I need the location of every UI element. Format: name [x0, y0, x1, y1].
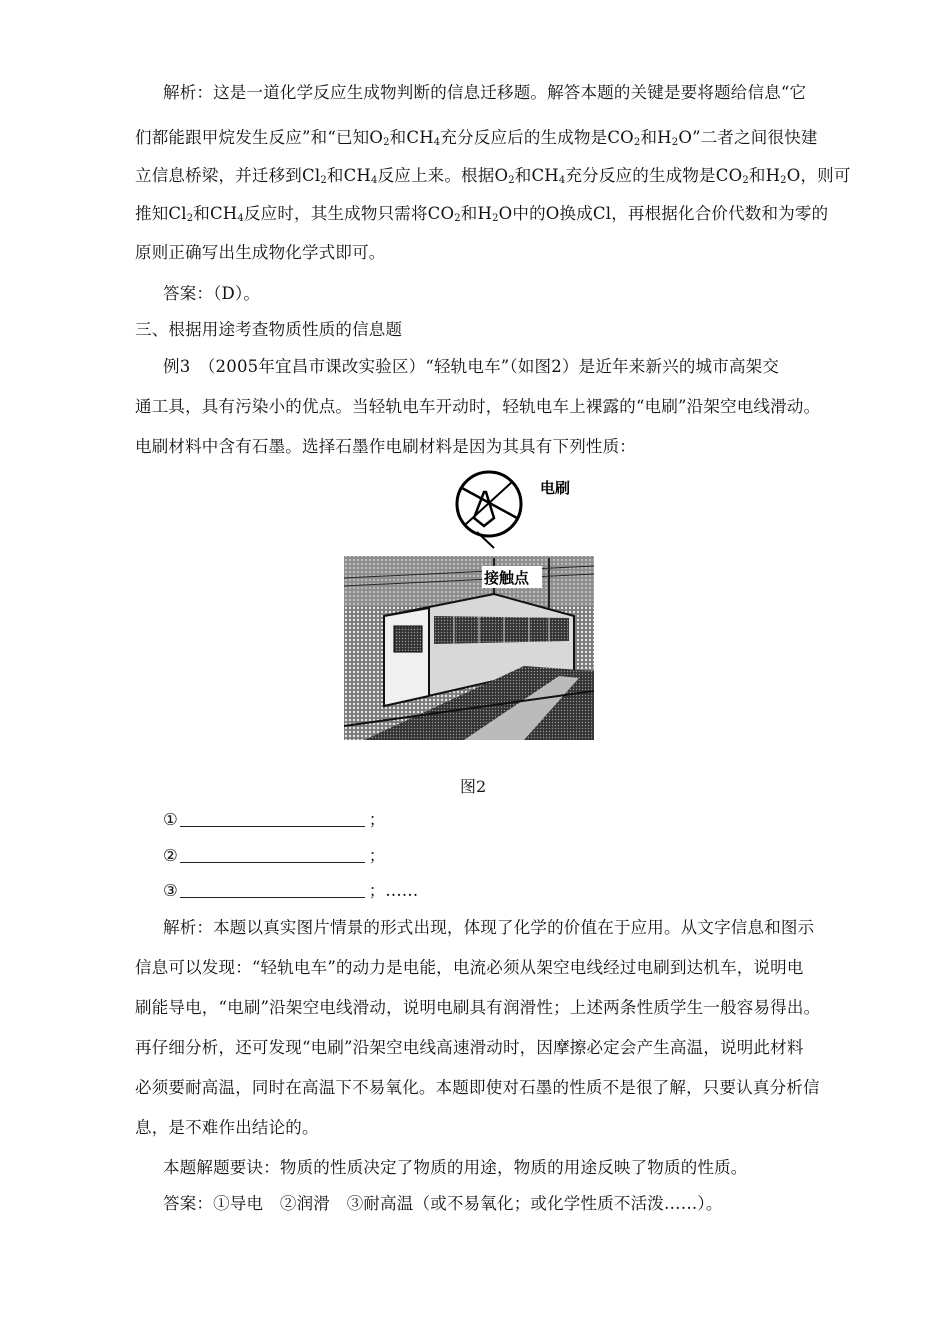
- answer-2: 答案：①导电 ②润滑 ③耐高温（或不易氧化；或化学性质不活泼……）。: [163, 1194, 723, 1213]
- analysis-2-line-5: 必须要耐高温，同时在高温下不易氧化。本题即使对石墨的性质不是很了解，只要认真分析信: [135, 1078, 820, 1097]
- label-contact-point: 接触点: [484, 569, 530, 587]
- analysis-2-line-3: 刷能导电，“电刷”沿架空电线滑动，说明电刷具有润滑性；上述两条性质学生一般容易得出。: [135, 998, 821, 1017]
- analysis-1-line-1: 解析：这是一道化学反应生成物判断的信息迁移题。解答本题的关键是要将题给信息“它: [163, 83, 807, 102]
- light-rail-photo: [344, 466, 594, 740]
- example-3-line-1: 例3 （2005年宜昌市课改实验区）“轻轨电车”（如图2）是近年来新兴的城市高架交: [163, 357, 780, 376]
- analysis-2-line-2: 信息可以发现：“轻轨电车”的动力是电能，电流必须从架空电线经过电刷到达机车，说明电: [135, 958, 804, 977]
- analysis-1-line-3: 立信息桥梁，并迁移到$Cl_2$和$CH_4$反应上来。根据$O_2$和$CH_4$充分反应的生成物是$CO_2$和$H_2O$，则可: [135, 166, 851, 186]
- analysis-1-line-4: 推知$Cl_2$和$CH_4$反应时，其生成物只需将$CO_2$和$H_2O$中的O换成Cl，再根据化合价代数和为零的: [135, 204, 829, 224]
- blank-2: ② ；: [163, 846, 386, 865]
- analysis-1-line-2: 们都能跟甲烷发生反应”和“已知$O_2$和$CH_4$充分反应后的生成物是$CO_2$和$H_2O$”二者之间很快建: [135, 128, 818, 148]
- answer-blank-1[interactable]: [180, 810, 365, 827]
- analysis-2-line-6: 息，是不难作出结论的。: [135, 1118, 319, 1137]
- example-3-line-3: 电刷材料中含有石墨。选择石墨作电刷材料是因为其具有下列性质：: [135, 437, 636, 456]
- light-rail-figure: [344, 466, 594, 740]
- answer-blank-2[interactable]: [180, 846, 365, 863]
- section-heading-3: 三、根据用途考查物质性质的信息题: [135, 320, 403, 339]
- label-brush: 电刷: [540, 479, 571, 497]
- example-3-line-2: 通工具，具有污染小的优点。当轻轨电车开动时，轻轨电车上裸露的“电刷”沿架空电线滑动。: [135, 397, 821, 416]
- blank-3: ③ ；……: [163, 881, 419, 900]
- analysis-1-line-5: 原则正确写出生成物化学式即可。: [135, 243, 386, 262]
- analysis-2-line-4: 再仔细分析，还可发现“电刷”沿架空电线高速滑动时，因摩擦必定会产生高温，说明此材料: [135, 1038, 804, 1057]
- answer-blank-3[interactable]: [180, 881, 365, 898]
- blank-1: ① ；: [163, 810, 386, 829]
- key-point: 本题解题要诀：物质的性质决定了物质的用途，物质的用途反映了物质的性质。: [163, 1158, 748, 1177]
- train-photo: [344, 556, 594, 740]
- analysis-2-line-1: 解析：本题以真实图片情景的形式出现，体现了化学的价值在于应用。从文字信息和图示: [163, 918, 815, 937]
- figure-caption: 图2: [460, 777, 487, 796]
- answer-1: 答案：（D）。: [163, 284, 261, 303]
- brush-detail-circle: [457, 472, 521, 548]
